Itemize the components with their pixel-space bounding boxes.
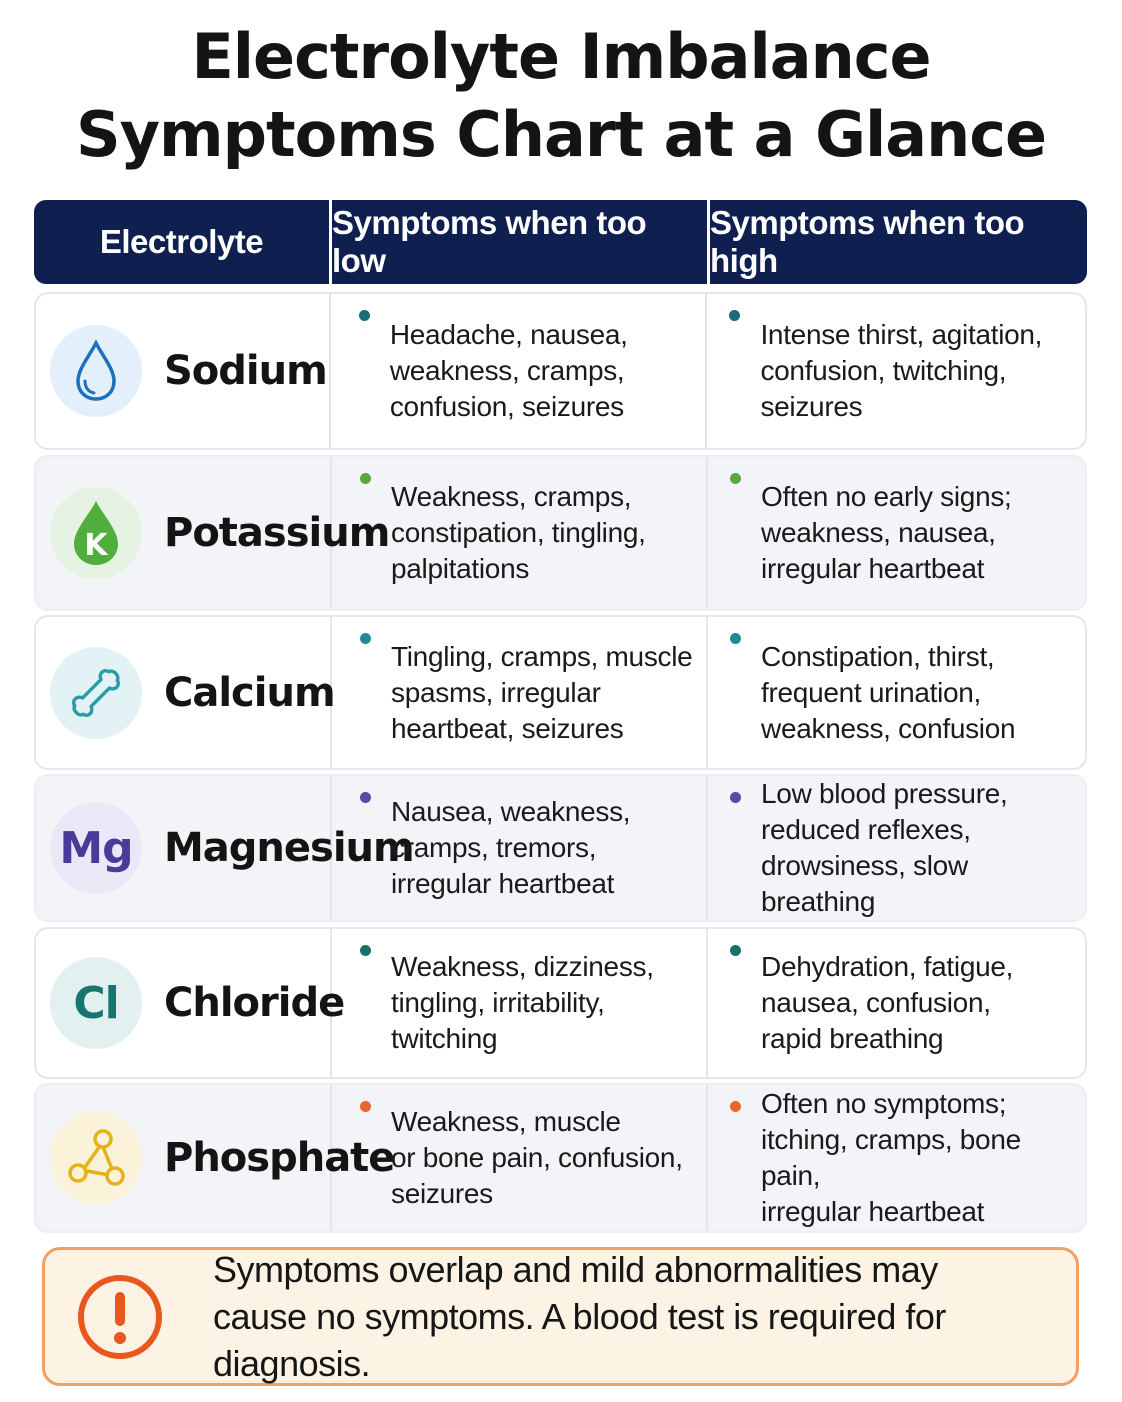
diagnosis-note <box>42 1247 1079 1386</box>
bullet <box>360 1101 371 1112</box>
title-line-1: Electrolyte Imbalance <box>191 20 931 93</box>
bone-icon <box>63 660 129 726</box>
electrolyte-cell <box>36 294 331 448</box>
table-row-potassium <box>34 455 1087 611</box>
high-symptoms-text: Dehydration, fatigue, nausea, confusion, rapid breathing <box>761 951 1014 1054</box>
bullet <box>360 945 371 956</box>
potassium-badge <box>50 487 142 579</box>
table-row-magnesium <box>34 774 1087 922</box>
high-symptoms-cell <box>707 294 1085 448</box>
low-symptoms-text: Nausea, weakness, cramps, tremors, irregular heartbeat <box>391 796 631 899</box>
high-symptoms-cell <box>708 617 1085 768</box>
title-line-2: Symptoms Chart at a Glance <box>75 98 1047 171</box>
high-symptoms-cell <box>708 776 1085 920</box>
bullet <box>360 792 371 803</box>
chloride-badge <box>50 957 142 1049</box>
sodium-badge <box>50 325 142 417</box>
bullet <box>359 310 370 321</box>
high-symptoms-text: Intense thirst, agitation, confusion, twitching, seizures <box>760 319 1043 422</box>
high-symptoms-text: Often no early signs; weakness, nausea, irregular heartbeat <box>761 481 1012 584</box>
electrolyte-cell <box>36 1085 395 1231</box>
bullet <box>729 310 740 321</box>
electrolyte-name: Phosphate <box>164 1135 395 1181</box>
note-text: Symptoms overlap and mild abnormalities may cause no symptoms. A blood test is required for diagnosis. <box>213 1249 946 1384</box>
bullet <box>730 945 741 956</box>
high-symptoms-text: Constipation, thirst, frequent urination, weakness, confusion <box>761 640 1016 744</box>
molecule-icon <box>63 1125 129 1191</box>
bullet <box>730 792 741 803</box>
low-symptoms-text: Weakness, dizziness, tingling, irritability, twitching <box>391 951 654 1054</box>
table-row-calcium <box>34 615 1087 770</box>
electrolyte-name: Chloride <box>164 980 345 1026</box>
low-symptoms-cell <box>332 1085 708 1231</box>
bullet <box>730 633 741 644</box>
warning-icon <box>75 1272 165 1362</box>
phosphate-badge <box>50 1112 142 1204</box>
header-too-low: Symptoms when too low <box>332 200 707 284</box>
low-symptoms-text: Weakness, muscle or bone pain, confusion, seizures <box>391 1106 683 1209</box>
electrolyte-cell <box>36 929 345 1077</box>
electrolyte-name: Potassium <box>164 510 390 556</box>
low-symptoms-cell <box>332 929 708 1077</box>
electrolyte-cell <box>36 617 335 768</box>
table-row-phosphate <box>34 1083 1087 1233</box>
low-symptoms-text: Headache, nausea, weakness, cramps, confusion, seizures <box>389 319 628 422</box>
potassium-letter: K <box>84 528 108 563</box>
high-symptoms-text: Low blood pressure, reduced reflexes, drowsiness, slow breathing <box>761 778 1008 917</box>
magnesium-symbol-icon: Mg <box>59 822 133 874</box>
water-drop-icon <box>68 339 124 403</box>
high-symptoms-cell <box>708 929 1085 1077</box>
electrolyte-name: Calcium <box>164 669 335 716</box>
electrolyte-name: Magnesium <box>164 825 414 871</box>
symptoms-table <box>34 200 1087 1227</box>
table-header <box>34 200 1087 284</box>
potassium-drop-icon <box>65 498 127 568</box>
low-symptoms-cell <box>332 617 708 768</box>
electrolyte-cell <box>36 457 390 609</box>
calcium-badge <box>50 647 142 739</box>
bullet <box>730 473 741 484</box>
header-electrolyte: Electrolyte <box>34 200 329 284</box>
table-row-chloride <box>34 927 1087 1079</box>
magnesium-badge <box>50 802 142 894</box>
low-symptoms-text: Weakness, cramps, constipation, tingling, palpitations <box>391 481 646 584</box>
high-symptoms-text: Often no symptoms; itching, cramps, bone pain, irregular heartbeat <box>761 1088 1021 1227</box>
electrolyte-cell <box>36 776 414 920</box>
bullet <box>360 473 371 484</box>
high-symptoms-cell <box>708 457 1085 609</box>
high-symptoms-cell <box>708 1085 1085 1231</box>
bullet <box>360 633 371 644</box>
header-too-high: Symptoms when too high <box>710 200 1087 284</box>
low-symptoms-text: Tingling, cramps, muscle spasms, irregular heartbeat, seizures <box>391 640 693 744</box>
low-symptoms-cell <box>331 294 708 448</box>
electrolyte-name: Sodium <box>164 348 327 394</box>
bullet <box>730 1101 741 1112</box>
page-title <box>0 18 1122 174</box>
low-symptoms-cell <box>332 776 708 920</box>
chloride-symbol-icon: Cl <box>73 977 119 1029</box>
table-row-sodium <box>34 292 1087 450</box>
low-symptoms-cell <box>332 457 708 609</box>
